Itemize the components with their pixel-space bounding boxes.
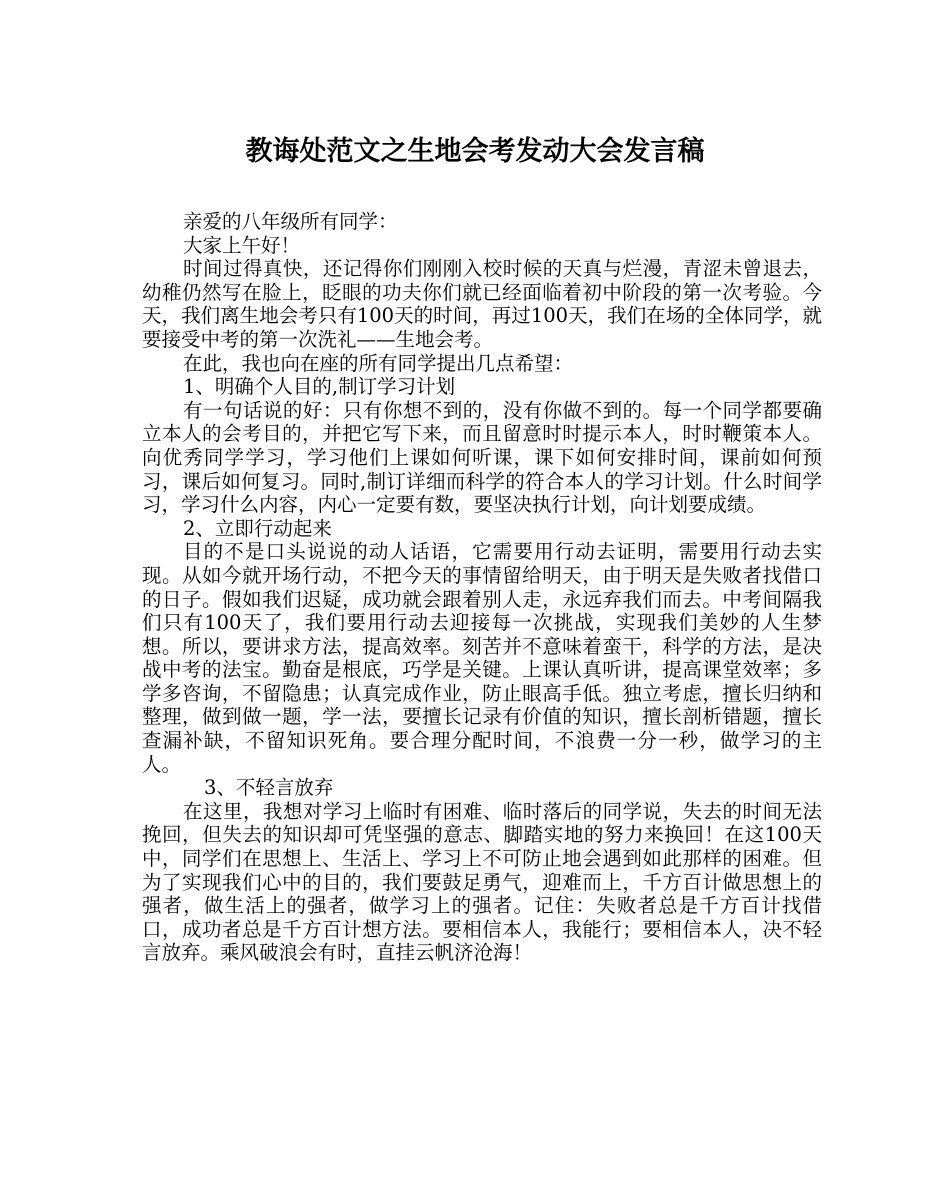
section-body-3: 在这里，我想对学习上临时有困难、临时落后的同学说，失去的时间无法挽回，但失去的知识却可凭坚强的意志、脚踏实地的努力来换回！在这100天中，同学们在思想上、生活上、学习上不可防止地会遇到如此那样的困难。但为了实现我们心中的目的，我们要鼓足勇气，迎难而上，千方百计做思想上的强者，做生活上的强者，做学习上的强者。记住：失败者总是千方百计找借口，成功者总是千方百计想方法。要相信本人，我能行；要相信本人，决不轻言放弃。乘风破浪会有时，直挂云帆济沧海！ [142, 799, 822, 965]
section-heading-1: 1、明确个人目的,制订学习计划 [183, 375, 456, 399]
section-heading-2: 2、立即行动起来 [183, 516, 332, 540]
document-title: 教诲处范文之生地会考发动大会发言稿 [245, 136, 705, 167]
intro-paragraph: 时间过得真快，还记得你们刚刚入校时候的天真与烂漫，青涩未曾退去，幼稚仍然写在脸上，眨眼的功夫你们就已经面临着初中阶段的第一次考验。今天，我们离生地会考只有100天的时间，再过100天，我们在场的全体同学，就要接受中考的第一次洗礼——生地会考。 [142, 257, 822, 351]
section-body-2: 目的不是口头说说的动人话语，它需要用行动去证明，需要用行动去实现。从如今就开场行动，不把今天的事情留给明天，由于明天是失败者找借口的日子。假如我们迟疑，成功就会跟着别人走，永远弃我们而去。中考间隔我们只有100天了，我们要用行动去迎接每一次挑战，实现我们美妙的人生梦想。所以，要讲求方法，提高效率。刻苦并不意味着蛮干，科学的方法，是决战中考的法宝。勤奋是根底，巧学是关键。上课认真听讲，提高课堂效率；多学多咨询，不留隐患；认真完成作业，防止眼高手低。独立考虑，擅长归纳和整理，做到做一题，学一法，要擅长记录有价值的知识，擅长剖析错题，擅长查漏补缺，不留知识死角。要合理分配时间，不浪费一分一秒，做学习的主人。 [142, 540, 822, 776]
section-heading-3: 3、不轻言放弃 [204, 776, 334, 800]
greeting-paragraph: 亲爱的八年级所有同学： [183, 210, 398, 233]
document-body [142, 210, 822, 965]
salutation-paragraph: 大家上午好！ [183, 233, 301, 257]
section-body-1: 有一句话说的好：只有你想不到的，没有你做不到的。每一个同学都要确立本人的会考目的，并把它写下来，而且留意时时提示本人，时时鞭策本人。向优秀同学学习，学习他们上课如何听课，课下如何安排时间，课前如何预习，课后如何复习。同时,制订详细而科学的符合本人的学习计划。什么时间学习，学习什么内容，内心一定要有数，要坚决执行计划，向计划要成绩。 [142, 398, 822, 517]
hopes-intro-paragraph: 在此，我也向在座的所有同学提出几点希望： [183, 351, 574, 375]
